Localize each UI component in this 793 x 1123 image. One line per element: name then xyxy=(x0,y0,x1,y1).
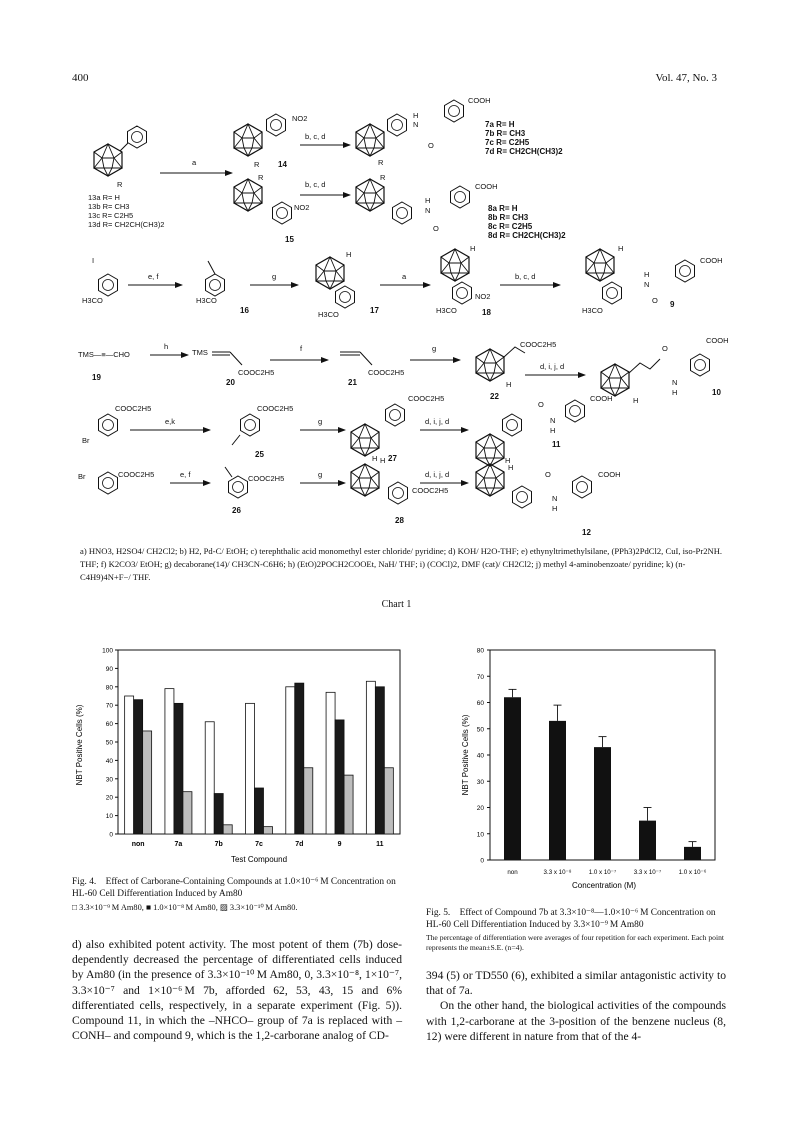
fig5-y-tick-label: 80 xyxy=(476,647,484,655)
fig5-caption: Fig. 5. Effect of Compound 7b at 3.3×10⁻⁸—1.0×10⁻⁶ M Concentration on HL-60 Cell Differentiation Induced by 3.3×10⁻⁹ M Am80 xyxy=(426,908,716,930)
n-label: N xyxy=(552,494,558,503)
arrow-label-ef: e, f xyxy=(148,272,159,281)
h-label: H xyxy=(508,463,514,472)
compound-9-label: 9 xyxy=(670,300,675,309)
h-label: H xyxy=(552,504,558,513)
fig4-x-tick-label: 7c xyxy=(255,841,263,848)
h-label: H xyxy=(618,244,624,253)
fig4-bar xyxy=(165,689,174,834)
arrow-label-g: g xyxy=(318,470,323,479)
fig4-bar xyxy=(366,681,375,834)
ester-label: COOC2H5 xyxy=(408,394,445,403)
fig4-bar xyxy=(286,687,295,834)
fig4-bar xyxy=(134,700,143,834)
h-label: H xyxy=(380,456,386,465)
right-paragraph-1: 394 (5) or TD550 (6), exhibited a similar antagonistic activity to that of 7a. xyxy=(426,969,726,998)
compound-25-label: 25 xyxy=(255,450,264,459)
methoxy-label: H3CO xyxy=(582,306,603,315)
label-8a: 8a R= H xyxy=(488,204,518,213)
fig4-legend: □ 3.3×10⁻⁹ M Am80, ■ 1.0×10⁻⁸ M Am80, ▨ 3.3×10⁻¹⁰ M Am80. xyxy=(72,903,298,912)
arrow-label-bcd: b, c, d xyxy=(515,272,536,281)
o-label: O xyxy=(652,296,658,305)
n-label: N xyxy=(550,416,556,425)
o-label: O xyxy=(428,141,434,150)
h-label: H xyxy=(413,111,419,120)
compound-22-label: 22 xyxy=(490,392,499,401)
arrow-label-dijd: d, i, j, d xyxy=(540,362,565,371)
fig4-bar xyxy=(304,768,313,834)
fig4-bar xyxy=(295,683,304,834)
fig4-x-tick-label: 7d xyxy=(295,841,304,848)
fig4-y-tick-label: 90 xyxy=(105,665,113,673)
scheme-row-4 xyxy=(82,394,613,472)
cooh-label: COOH xyxy=(598,470,621,479)
tms-propynal-label: TMS—≡—CHO xyxy=(78,350,130,359)
bromo-label: Br xyxy=(78,472,86,481)
fig4-bar xyxy=(344,775,353,834)
right-paragraph-2: On the other hand, the biological activities of the compounds with 1,2-carborane at the 3-position of the benzene nucleus (8, 12) were different in nature from that of the 4- xyxy=(426,999,726,1043)
arrow-label-dijd: d, i, j, d xyxy=(425,470,450,479)
cooh-label: COOH xyxy=(706,336,729,345)
fig4-chart xyxy=(60,645,410,870)
fig4-bar xyxy=(255,788,264,834)
bromo-label: Br xyxy=(82,436,90,445)
label-7a: 7a R= H xyxy=(485,120,515,129)
o-label: O xyxy=(433,224,439,233)
synthesis-scheme xyxy=(0,85,793,535)
fig4-y-tick-label: 60 xyxy=(105,721,113,729)
page-number: 400 xyxy=(72,72,89,84)
arrow-label-h: h xyxy=(164,342,169,351)
fig4-y-tick-label: 0 xyxy=(109,831,113,839)
fig5-y-tick-label: 70 xyxy=(476,673,484,681)
fig5-y-tick-label: 60 xyxy=(476,700,484,707)
r-label: R xyxy=(378,158,384,167)
no2-label: NO2 xyxy=(475,292,491,301)
fig4-bar xyxy=(205,722,214,834)
arrow-label-ef: e, f xyxy=(180,470,191,479)
cooh-label: COOH xyxy=(475,182,498,191)
fig5-y-tick-label: 20 xyxy=(476,805,484,812)
arrow-label-a: a xyxy=(402,272,407,281)
fig4-y-tick-label: 20 xyxy=(105,794,113,802)
fig4-bar xyxy=(246,703,255,834)
methoxy-label: H3CO xyxy=(196,296,217,305)
methoxy-label: H3CO xyxy=(318,310,339,319)
n-label: N xyxy=(644,280,650,289)
compound-18-label: 18 xyxy=(482,308,491,317)
fig4-bar xyxy=(264,827,273,834)
r-label: R xyxy=(254,160,260,169)
compound-17-label: 17 xyxy=(370,306,379,315)
fig4-y-tick-label: 30 xyxy=(105,776,113,784)
cooh-label: COOH xyxy=(700,256,723,265)
r-label: R xyxy=(380,173,386,182)
compound-21-label: 21 xyxy=(348,378,357,387)
body-text-left xyxy=(72,937,402,1043)
body-text-right xyxy=(426,968,726,1044)
h-label: H xyxy=(505,456,511,465)
fig4-bar xyxy=(326,692,335,834)
arrow-label-g: g xyxy=(272,272,277,281)
journal-volume: Vol. 47, No. 3 xyxy=(655,72,717,84)
fig5-y-axis-label: NBT Positive Cells (%) xyxy=(461,714,470,796)
fig4-bar xyxy=(174,703,183,834)
fig4-bar xyxy=(214,794,223,834)
arrow-label-f: f xyxy=(300,344,303,353)
methoxy-label: H3CO xyxy=(82,296,103,305)
h-label: H xyxy=(372,454,378,463)
compound-12-label: 12 xyxy=(582,528,591,535)
label-8c: 8c R= C2H5 xyxy=(488,222,533,231)
chart-label: Chart 1 xyxy=(381,599,412,610)
fig4-y-axis-label: NBT Positive Cells (%) xyxy=(75,704,84,786)
label-7d: 7d R= CH2CH(CH3)2 xyxy=(485,147,563,156)
fig4-bar xyxy=(143,731,152,834)
label-13d: 13d R= CH2CH(CH3)2 xyxy=(88,220,165,229)
methoxy-label: H3CO xyxy=(436,306,457,315)
fig4-bar xyxy=(335,720,344,834)
n-label: N xyxy=(413,120,419,129)
r-label: R xyxy=(117,180,123,189)
label-8d: 8d R= CH2CH(CH3)2 xyxy=(488,231,566,240)
reagent-list: a) HNO3, H2SO4/ CH2Cl2; b) H2, Pd-C/ EtOH; c) terephthalic acid monomethyl ester chloride/ pyridine; d) KOH/ H2O-THF; e) ethynyltrimethylsilane, (PPh3)2PdCl2, CuI, iso-Pr2NH. THF; f) K2CO3/ EtOH; g) decaborane(14)/ CH3CN-C6H6; h) (EtO)2POCH2COOEt, NaH/ THF; i) (COCl)2, DMF (cat)/ CH2Cl2; j) methyl 4-aminobenzoate/ pyridine; k) (n-C4H9)4N+F−/ THF. xyxy=(80,546,723,582)
o-label: O xyxy=(538,400,544,409)
fig5-x-tick-label: 1.0 x 10⁻⁷ xyxy=(588,869,617,876)
ester-label: COOC2H5 xyxy=(238,368,275,377)
ester-label: COOC2H5 xyxy=(257,404,294,413)
fig5-y-tick-label: 10 xyxy=(476,831,484,839)
fig5-bar xyxy=(594,747,611,860)
fig4-x-tick-label: 7a xyxy=(174,841,183,848)
fig4-bar xyxy=(125,696,134,834)
fig5-bar xyxy=(684,847,701,860)
o-label: O xyxy=(662,344,668,353)
no2-label: NO2 xyxy=(292,114,308,123)
fig4-y-tick-label: 50 xyxy=(105,739,113,747)
compound-20-label: 20 xyxy=(226,378,235,387)
ester-label: COOC2H5 xyxy=(118,470,155,479)
label-13a: 13a R= H xyxy=(88,193,120,202)
no2-label: NO2 xyxy=(294,203,310,212)
left-paragraph: d) also exhibited potent activity. The most potent of them (7b) dose-dependently decreased the percentage of differentiated cells induced by Am80 (in the presence of 3.3×10⁻¹⁰ M Am80, 0, 3.3×10⁻⁸, 1×10⁻⁷, 3.3×10⁻⁷ and 1×10⁻⁶ M 7b, afforded 62, 53, 43, 15 and 6% differentiated cells, respectively, in a separate experiment (Fig. 5)). Compound 11, in which the –NHCO– group of 7a is replaced with –CONH– and compound 9, which is the 1,2-carborane analog of CD- xyxy=(72,938,402,1043)
scheme-row-3 xyxy=(78,336,729,405)
fig5-x-tick-label: 3.3 x 10⁻⁷ xyxy=(633,869,662,876)
compound-15-label: 15 xyxy=(285,235,294,244)
fig5-chart xyxy=(448,645,728,895)
fig4-x-tick-label: 7b xyxy=(214,841,223,848)
fig4-y-tick-label: 10 xyxy=(105,813,113,821)
o-label: O xyxy=(545,470,551,479)
fig4-x-tick-label: 11 xyxy=(376,841,384,848)
compound-10-label: 10 xyxy=(712,388,721,397)
fig4-y-tick-label: 100 xyxy=(102,647,113,655)
ester-label: COOC2H5 xyxy=(520,340,557,349)
fig4-x-tick-label: non xyxy=(131,841,145,848)
arrow-label-g: g xyxy=(432,344,437,353)
fig4-bar xyxy=(375,687,384,834)
n-label: N xyxy=(425,206,431,215)
ester-label: COOC2H5 xyxy=(412,486,449,495)
fig5-y-tick-label: 40 xyxy=(476,752,484,760)
label-13c: 13c R= C2H5 xyxy=(88,211,134,220)
scheme-row-5 xyxy=(78,456,621,535)
ester-label: COOC2H5 xyxy=(368,368,405,377)
label-13b: 13b R= CH3 xyxy=(88,202,130,211)
ester-label: COOC2H5 xyxy=(115,404,152,413)
fig4-caption: Fig. 4. Effect of Carborane-Containing Compounds at 1.0×10⁻⁶ M Concentration on HL-60 Cell Differentiation Induced by Am80 xyxy=(72,877,396,899)
arrow-label-ek: e,k xyxy=(165,417,176,426)
arrow-label-a: a xyxy=(192,158,197,167)
ester-label: COOC2H5 xyxy=(248,474,285,483)
fig5-x-axis-label: Concentration (M) xyxy=(571,881,637,890)
fig4-y-tick-label: 40 xyxy=(105,757,113,765)
compound-19-label: 19 xyxy=(92,373,101,382)
fig4-bar xyxy=(384,768,393,834)
compound-26-label: 26 xyxy=(232,506,241,515)
fig5-x-tick-label: 1.0 x 10⁻⁶ xyxy=(678,869,707,876)
compound-16-label: 16 xyxy=(240,306,249,315)
fig5-bar xyxy=(549,721,566,860)
compound-27-label: 27 xyxy=(388,454,397,463)
fig5-bar xyxy=(504,697,521,860)
fig5-bar xyxy=(639,821,656,860)
h-label: H xyxy=(644,270,650,279)
compound-28-label: 28 xyxy=(395,516,404,525)
fig4-bar xyxy=(223,825,232,834)
h-label: H xyxy=(672,388,678,397)
scheme-row-1 xyxy=(88,96,566,244)
cooh-label: COOH xyxy=(468,96,491,105)
label-7b: 7b R= CH3 xyxy=(485,129,526,138)
arrow-label-dijd: d, i, j, d xyxy=(425,417,450,426)
fig5-y-tick-label: 30 xyxy=(476,778,484,786)
fig4-bar xyxy=(183,792,192,834)
label-7c: 7c R= C2H5 xyxy=(485,138,530,147)
h-label: H xyxy=(470,244,476,253)
fig5-x-tick-label: 3.3 x 10⁻⁸ xyxy=(543,869,572,876)
n-label: N xyxy=(672,378,678,387)
r-label: R xyxy=(258,173,264,182)
fig5-x-tick-label: non xyxy=(507,869,518,876)
fig5-y-tick-label: 50 xyxy=(476,726,484,734)
h-label: H xyxy=(346,250,352,259)
fig4-x-tick-label: 9 xyxy=(337,841,342,848)
arrow-label-g: g xyxy=(318,417,323,426)
compound-14-label: 14 xyxy=(278,160,287,169)
label-8b: 8b R= CH3 xyxy=(488,213,529,222)
h-label: H xyxy=(550,426,556,435)
fig5-y-tick-label: 0 xyxy=(480,857,484,865)
h-label: H xyxy=(506,380,512,389)
compound-11-label: 11 xyxy=(552,440,561,449)
tms-label: TMS xyxy=(192,348,208,357)
h-label: H xyxy=(633,396,639,405)
iodo-label: I xyxy=(92,256,95,265)
fig4-y-tick-label: 70 xyxy=(105,702,113,710)
arrow-label-bcd: b, c, d xyxy=(305,132,326,141)
arrow-label-bcd: b, c, d xyxy=(305,180,326,189)
fig4-y-tick-label: 80 xyxy=(105,684,113,692)
scheme-row-2 xyxy=(82,244,723,319)
fig5-note: The percentage of differentiation were averages of four repetition for each experiment. Each point represents the mean±S.E. (n=4). xyxy=(426,933,724,952)
h-label: H xyxy=(425,196,431,205)
fig4-x-axis-label: Test Compound xyxy=(230,855,288,864)
cooh-label: COOH xyxy=(590,394,613,403)
